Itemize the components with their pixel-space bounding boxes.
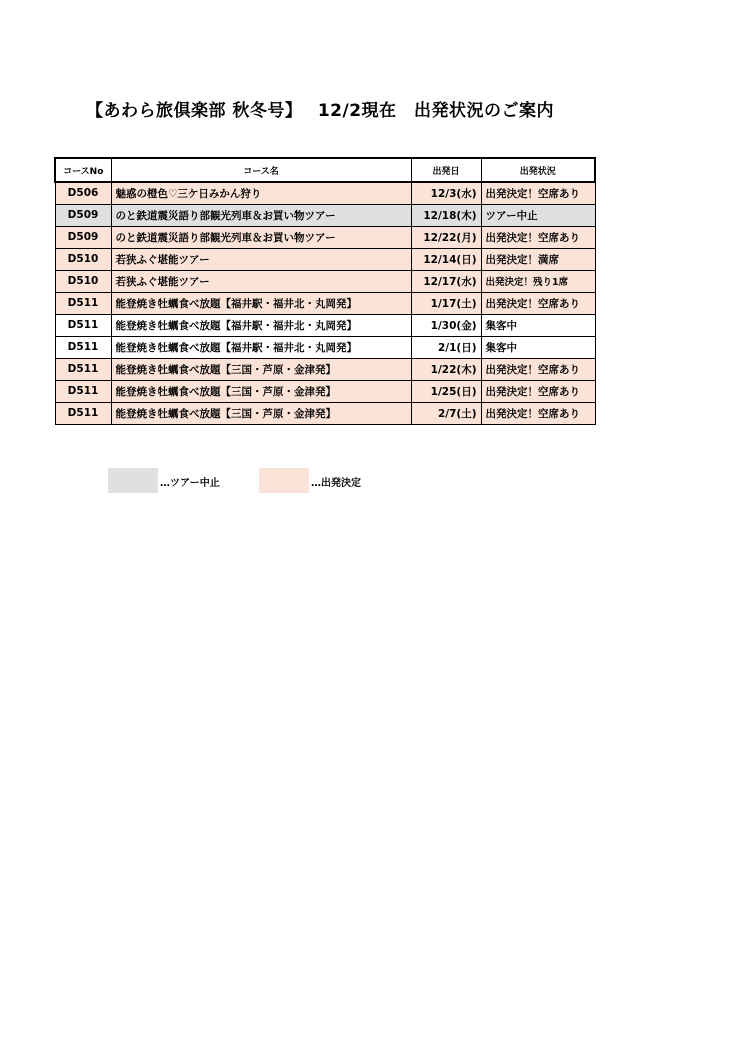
table-row bbox=[55, 314, 595, 336]
legend-swatch-cancelled bbox=[108, 468, 158, 493]
course-name-cell: 若狭ふぐ堪能ツアー bbox=[111, 248, 411, 270]
course-name-cell: のと鉄道震災語り部観光列車＆お買い物ツアー bbox=[111, 204, 411, 226]
departure-date-cell: 2/1(日) bbox=[411, 336, 481, 358]
course-no-cell: D511 bbox=[55, 314, 111, 336]
departure-status-cell: 集客中 bbox=[481, 314, 595, 336]
departure-status-cell: 出発決定！空席あり bbox=[481, 402, 595, 424]
course-name-cell: 能登焼き牡蠣食べ放題【福井駅・福井北・丸岡発】 bbox=[111, 336, 411, 358]
header-departure-status: 出発状況 bbox=[481, 158, 595, 182]
table-row bbox=[55, 336, 595, 358]
table-row bbox=[55, 358, 595, 380]
departure-status-cell: ツアー中止 bbox=[481, 204, 595, 226]
page-title: 【あわら旅倶楽部 秋冬号】 12/2現在 出発状況のご案内 bbox=[86, 101, 555, 121]
departure-status-cell: 出発決定！空席あり bbox=[481, 380, 595, 402]
course-no-cell: D509 bbox=[55, 204, 111, 226]
departure-date-cell: 1/17(土) bbox=[411, 292, 481, 314]
header-course-name: コース名 bbox=[111, 158, 411, 182]
table-row bbox=[55, 182, 595, 204]
table-row bbox=[55, 380, 595, 402]
course-name-cell: のと鉄道震災語り部観光列車＆お買い物ツアー bbox=[111, 226, 411, 248]
header-departure-date: 出発日 bbox=[411, 158, 481, 182]
course-name-cell: 能登焼き牡蠣食べ放題【三国・芦原・金津発】 bbox=[111, 380, 411, 402]
course-no-cell: D511 bbox=[55, 292, 111, 314]
table-row bbox=[55, 204, 595, 226]
course-name-cell: 若狭ふぐ堪能ツアー bbox=[111, 270, 411, 292]
departure-status-cell: 出発決定！残り1席 bbox=[481, 270, 595, 292]
departure-status-cell: 集客中 bbox=[481, 336, 595, 358]
departure-date-cell: 1/22(木) bbox=[411, 358, 481, 380]
course-no-cell: D511 bbox=[55, 336, 111, 358]
course-no-cell: D510 bbox=[55, 248, 111, 270]
course-no-cell: D511 bbox=[55, 358, 111, 380]
departure-date-cell: 12/18(木) bbox=[411, 204, 481, 226]
departure-status-cell: 出発決定！空席あり bbox=[481, 226, 595, 248]
departure-status-cell: 出発決定！空席あり bbox=[481, 182, 595, 204]
table-row bbox=[55, 226, 595, 248]
course-no-cell: D511 bbox=[55, 402, 111, 424]
departure-status-cell: 出発決定！空席あり bbox=[481, 358, 595, 380]
header-course-no: コースNo bbox=[55, 158, 111, 182]
departure-status-cell: 出発決定！満席 bbox=[481, 248, 595, 270]
course-name-cell: 能登焼き牡蠣食べ放題【福井駅・福井北・丸岡発】 bbox=[111, 292, 411, 314]
course-name-cell: 能登焼き牡蠣食べ放題【三国・芦原・金津発】 bbox=[111, 402, 411, 424]
legend-label-cancelled: …ツアー中止 bbox=[160, 478, 220, 489]
legend-label-decided: …出発決定 bbox=[311, 478, 361, 489]
departure-date-cell: 12/17(水) bbox=[411, 270, 481, 292]
course-no-cell: D511 bbox=[55, 380, 111, 402]
departure-status-table bbox=[54, 157, 596, 425]
course-name-cell: 能登焼き牡蠣食べ放題【三国・芦原・金津発】 bbox=[111, 358, 411, 380]
departure-date-cell: 12/3(水) bbox=[411, 182, 481, 204]
course-no-cell: D510 bbox=[55, 270, 111, 292]
table-row bbox=[55, 402, 595, 424]
departure-date-cell: 12/22(月) bbox=[411, 226, 481, 248]
course-name-cell: 能登焼き牡蠣食べ放題【福井駅・福井北・丸岡発】 bbox=[111, 314, 411, 336]
course-name-cell: 魅惑の橙色♡三ケ日みかん狩り bbox=[111, 182, 411, 204]
table-row bbox=[55, 248, 595, 270]
legend-swatch-decided bbox=[259, 468, 309, 493]
departure-status-cell: 出発決定！空席あり bbox=[481, 292, 595, 314]
table-header-row bbox=[55, 158, 595, 182]
table-row bbox=[55, 270, 595, 292]
table-row bbox=[55, 292, 595, 314]
departure-date-cell: 2/7(土) bbox=[411, 402, 481, 424]
course-no-cell: D506 bbox=[55, 182, 111, 204]
departure-date-cell: 12/14(日) bbox=[411, 248, 481, 270]
departure-date-cell: 1/25(日) bbox=[411, 380, 481, 402]
course-no-cell: D509 bbox=[55, 226, 111, 248]
departure-date-cell: 1/30(金) bbox=[411, 314, 481, 336]
